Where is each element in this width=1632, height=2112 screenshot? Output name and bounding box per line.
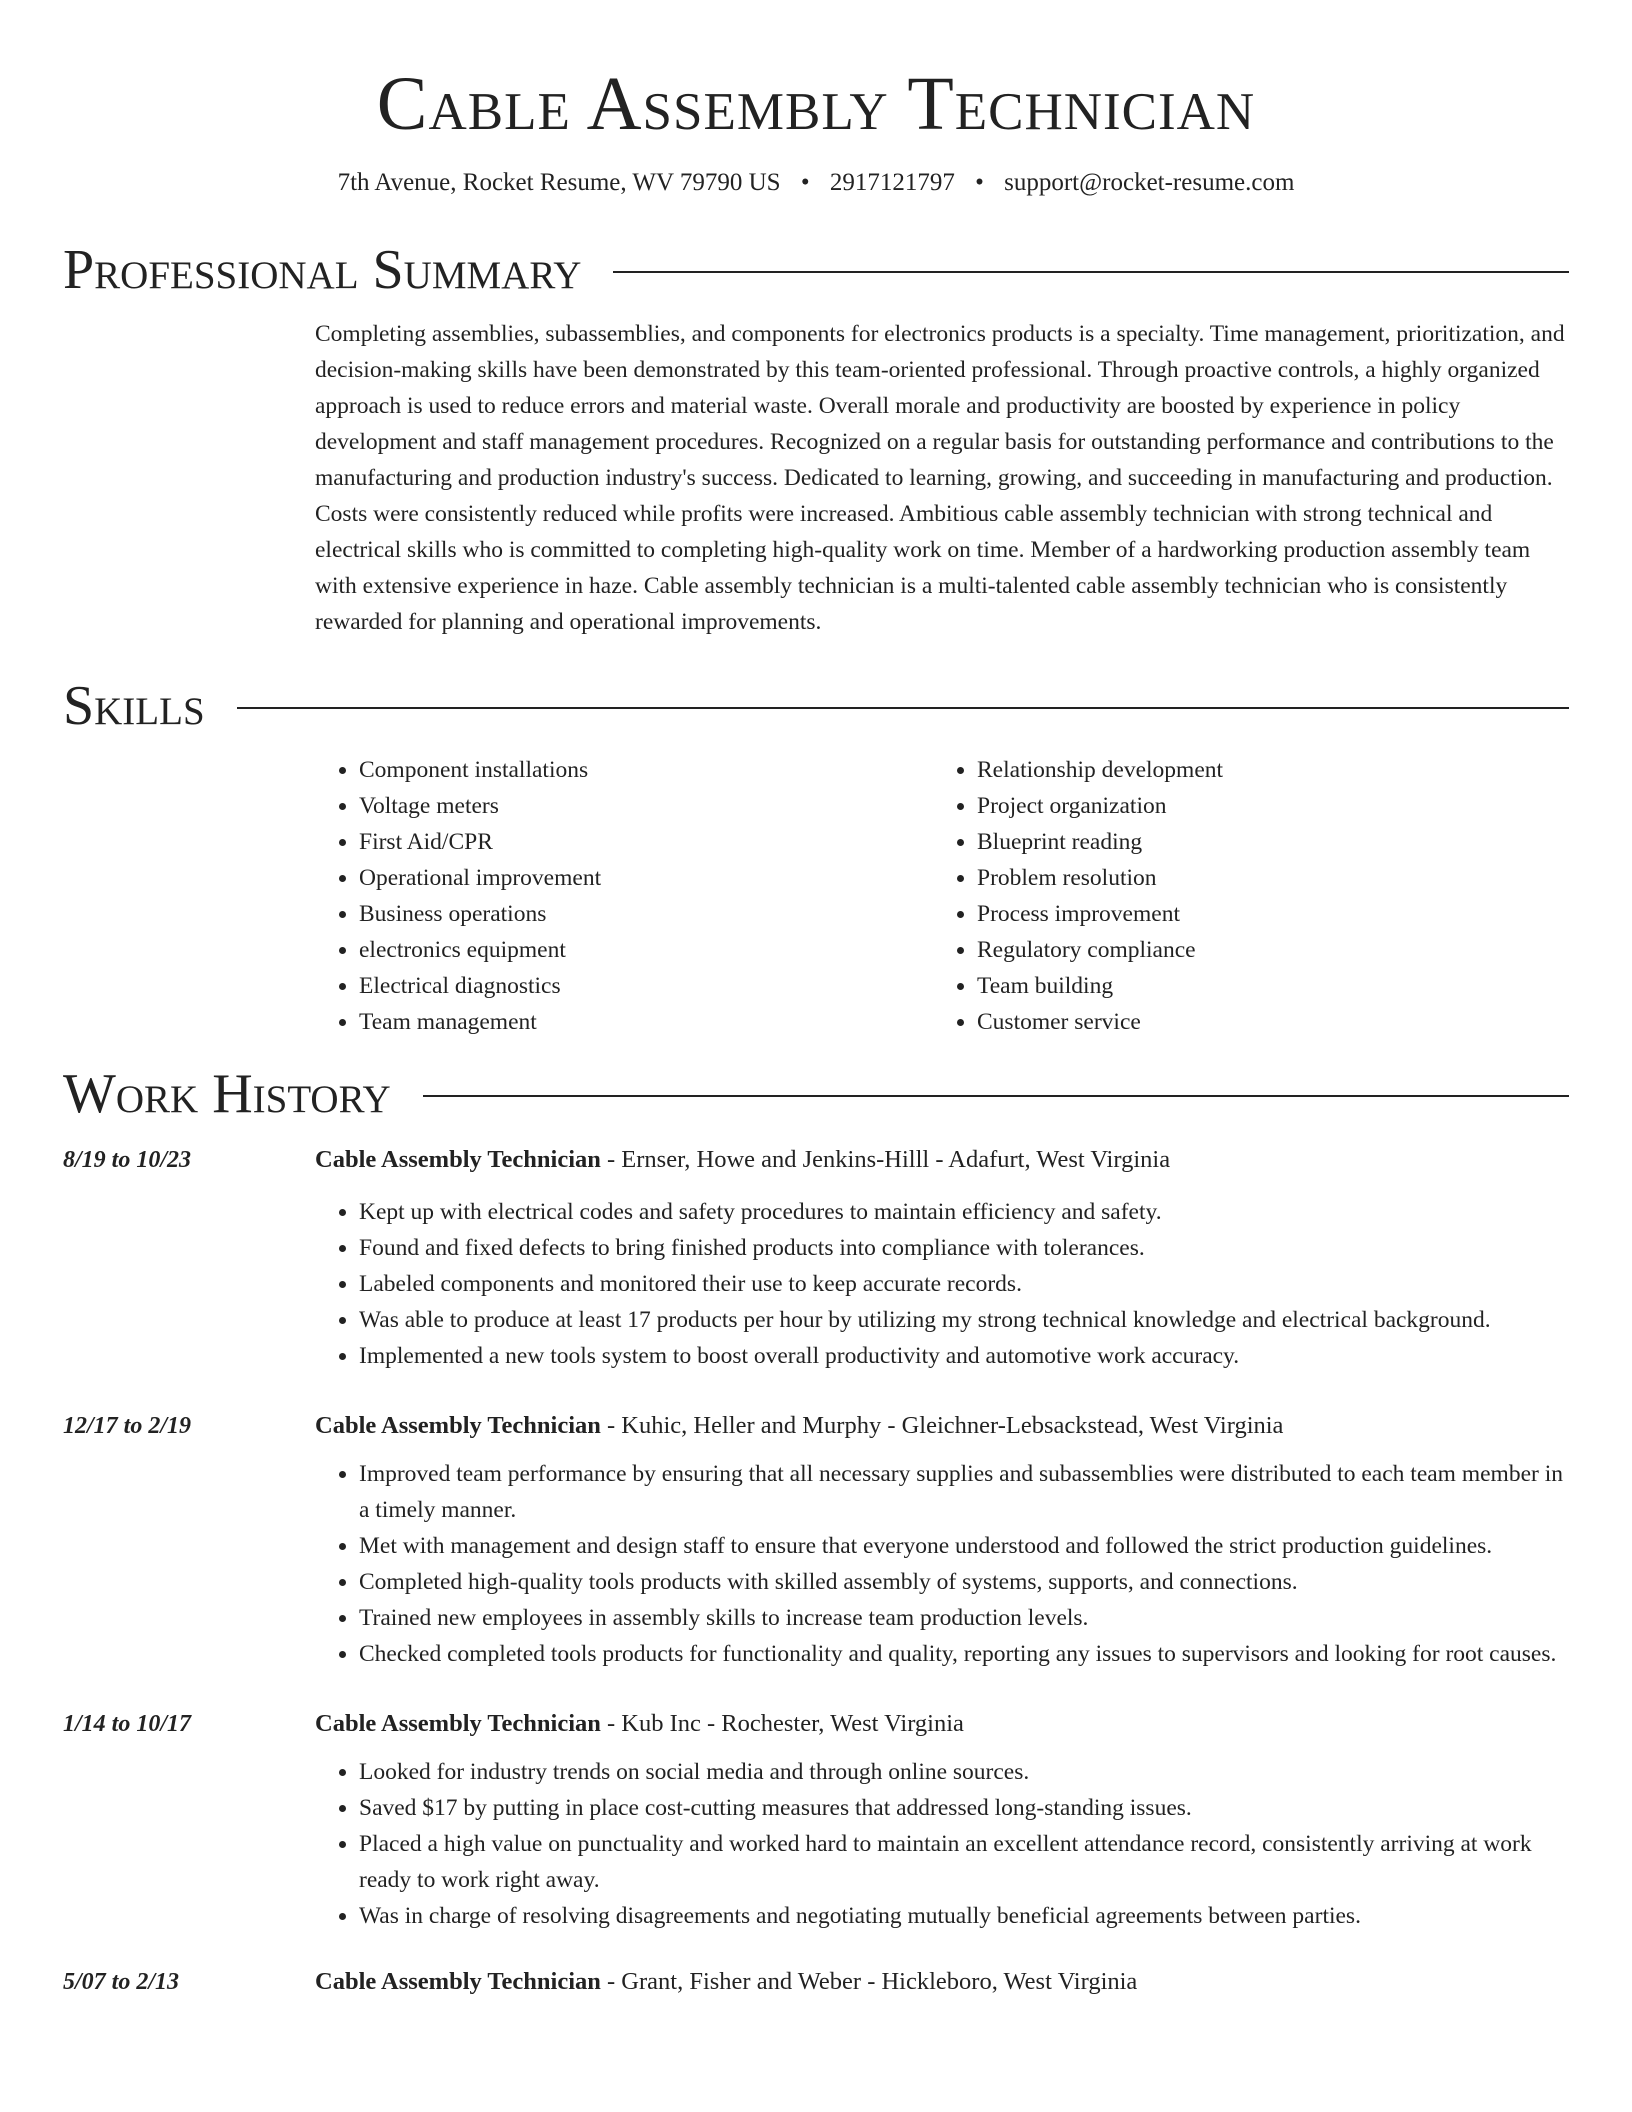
skill-item: • Problem resolution <box>977 860 1223 896</box>
work-heading: Work History <box>63 1063 391 1125</box>
job-title: Cable Assembly Technician <box>315 1968 601 1995</box>
job-dates: 8/19 to 10/23 <box>63 1147 192 1173</box>
skills-heading: Skills <box>63 675 205 737</box>
separator-dot: • <box>800 169 810 196</box>
job-bullet: • Labeled components and monitored their use to keep accurate records. <box>359 1266 1569 1302</box>
job-title: Cable Assembly Technician <box>315 1710 601 1737</box>
skill-item: • Component installations <box>359 752 933 788</box>
phone: 2917121797 <box>829 169 955 196</box>
skill-item: • Electrical diagnostics <box>359 968 933 1004</box>
skill-item: • Relationship development <box>977 752 1223 788</box>
job-entry <box>63 1964 1569 2000</box>
job-title-line <box>315 1706 1569 1742</box>
job-entry <box>63 1706 1569 1934</box>
email: support@rocket-resume.com <box>1004 169 1295 196</box>
job-dates: 12/17 to 2/19 <box>63 1413 192 1439</box>
skill-item: • Blueprint reading <box>977 824 1223 860</box>
job-bullet: • Placed a high value on punctuality and worked hard to maintain an excellent attendance record, consistently arriving at work ready to work right away. <box>359 1826 1569 1898</box>
job-title-line <box>315 1408 1569 1444</box>
skill-item: • electronics equipment <box>359 932 933 968</box>
skills-column-right <box>933 752 1223 1040</box>
job-bullet: • Completed high-quality tools products with skilled assembly of systems, supports, and connections. <box>359 1564 1569 1600</box>
job-bullet: • Found and fixed defects to bring finished products into compliance with tolerances. <box>359 1230 1569 1266</box>
skill-item: • Operational improvement <box>359 860 933 896</box>
job-bullets <box>315 1194 1569 1374</box>
job-body <box>315 1964 1569 2000</box>
job-employer: - Ernser, Howe and Jenkins-Hilll - Adafurt, West Virginia <box>600 1146 1171 1173</box>
skills-list <box>315 752 1569 1040</box>
work-history-list <box>63 1142 1569 2000</box>
job-body <box>315 1706 1569 1934</box>
job-title-line <box>315 1964 1569 2000</box>
work-section-header <box>63 1062 1569 1126</box>
job-bullet: • Checked completed tools products for functionality and quality, reporting any issues to supervisors and looking for root causes. <box>359 1636 1569 1672</box>
job-entry <box>63 1408 1569 1672</box>
job-dates: 5/07 to 2/13 <box>63 1969 180 1995</box>
job-employer: - Kuhic, Heller and Murphy - Gleichner-Lebsackstead, West Virginia <box>600 1412 1284 1439</box>
job-entry <box>63 1142 1569 1374</box>
job-bullet: • Kept up with electrical codes and safety procedures to maintain efficiency and safety. <box>359 1194 1569 1230</box>
skill-item: • Process improvement <box>977 896 1223 932</box>
job-bullet: • Saved $17 by putting in place cost-cutting measures that addressed long-standing issues. <box>359 1790 1569 1826</box>
candidate-name: Cable Assembly Technician <box>376 62 1256 146</box>
summary-section-header <box>63 238 1569 302</box>
section-divider <box>423 1095 1569 1097</box>
address: 7th Avenue, Rocket Resume, WV 79790 US <box>337 169 781 196</box>
job-title: Cable Assembly Technician <box>315 1146 601 1173</box>
separator-dot: • <box>975 169 984 196</box>
job-employer: - Grant, Fisher and Weber - Hickleboro, West Virginia <box>600 1968 1138 1995</box>
skill-item: • First Aid/CPR <box>359 824 933 860</box>
job-bullet: • Looked for industry trends on social media and through online sources. <box>359 1754 1569 1790</box>
job-bullet: • Trained new employees in assembly skills to increase team production levels. <box>359 1600 1569 1636</box>
job-bullet: • Improved team performance by ensuring that all necessary supplies and subassemblies were distributed to each team member in a timely manner. <box>359 1456 1569 1528</box>
skill-item: • Business operations <box>359 896 933 932</box>
skills-column-left <box>315 752 933 1040</box>
skills-section-header <box>63 674 1569 738</box>
skill-item: • Customer service <box>977 1004 1223 1040</box>
summary-heading: Professional Summary <box>63 239 582 301</box>
job-body <box>315 1142 1569 1374</box>
skill-item: • Voltage meters <box>359 788 933 824</box>
job-title-line <box>315 1142 1569 1178</box>
job-bullet: • Implemented a new tools system to boost overall productivity and automotive work accuracy. <box>359 1338 1569 1374</box>
job-employer: - Kub Inc - Rochester, West Virginia <box>600 1710 964 1737</box>
job-bullet: • Was able to produce at least 17 products per hour by utilizing my strong technical knowledge and electrical background. <box>359 1302 1569 1338</box>
skill-item: • Team management <box>359 1004 933 1040</box>
skill-item: • Team building <box>977 968 1223 1004</box>
job-bullet: • Met with management and design staff to ensure that everyone understood and followed the strict production guidelines. <box>359 1528 1569 1564</box>
summary-text: Completing assemblies, subassemblies, and components for electronics products is a specialty. Time management, prioritization, and decision-making skills have been demonstrated by this team-oriented professional. Through proactive controls, a highly organized approach is used to reduce errors and material waste. Overall morale and productivity are boosted by experience in policy development and staff management procedures. Recognized on a regular basis for outstanding performance and contributions to the manufacturing and production industry's success. Dedicated to learning, growing, and succeeding in manufacturing and production. Costs were consistently reduced while profits were increased. Ambitious cable assembly technician with strong technical and electrical skills who is committed to completing high-quality work on time. Member of a hardworking production assembly team with extensive experience in haze. Cable assembly technician is a multi-talented cable assembly technician who is consistently rewarded for planning and operational improvements. <box>315 321 1565 635</box>
job-dates: 1/14 to 10/17 <box>63 1711 192 1737</box>
job-bullets <box>315 1754 1569 1934</box>
skill-item: • Project organization <box>977 788 1223 824</box>
section-divider <box>237 707 1569 709</box>
job-title: Cable Assembly Technician <box>315 1412 601 1439</box>
skill-item: • Regulatory compliance <box>977 932 1223 968</box>
job-body <box>315 1408 1569 1672</box>
contact-line <box>63 166 1569 200</box>
section-divider <box>613 271 1569 273</box>
job-bullet: • Was in charge of resolving disagreements and negotiating mutually beneficial agreements between parties. <box>359 1898 1569 1934</box>
job-bullets <box>315 1456 1569 1672</box>
